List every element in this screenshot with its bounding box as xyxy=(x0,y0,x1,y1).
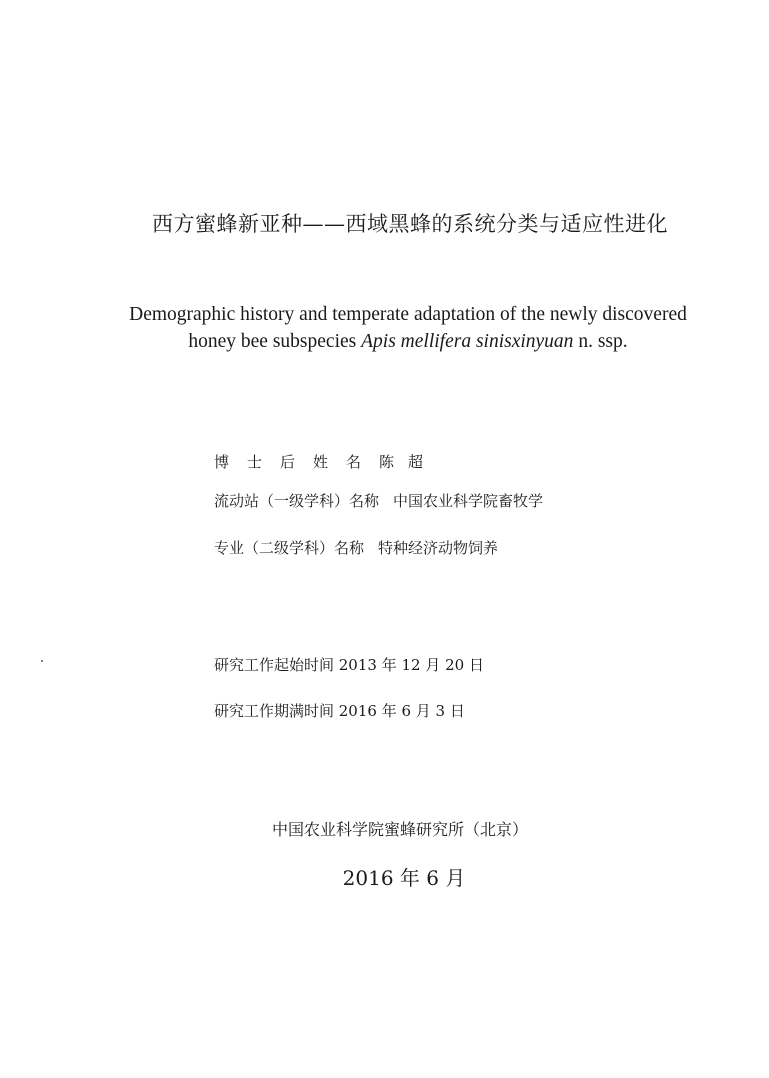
thesis-title-chinese: 西方蜜蜂新亚种——西域黑蜂的系统分类与适应性进化 xyxy=(152,212,668,236)
postdoc-name-label: 博士后姓名 xyxy=(214,453,380,471)
major-row xyxy=(214,537,498,558)
station-value: 中国农业科学院畜牧学 xyxy=(393,492,544,510)
major-value: 特种经济动物饲养 xyxy=(378,539,499,557)
research-end-date: 研究工作期满时间 2016 年 6 月 3 日 xyxy=(214,702,465,720)
species-name-italic: Apis mellifera sinisxinyuan xyxy=(361,331,574,352)
scan-speck xyxy=(41,660,43,662)
postdoc-name-value: 陈超 xyxy=(379,453,438,471)
thesis-title-english-line2 xyxy=(0,331,769,353)
title-en-prefix: honey bee subspecies xyxy=(188,331,362,352)
major-label: 专业（二级学科）名称 xyxy=(214,539,365,557)
institution-name: 中国农业科学院蜜蜂研究所（北京） xyxy=(271,820,528,839)
title-en-suffix: n. ssp. xyxy=(573,331,628,352)
station-label: 流动站（一级学科）名称 xyxy=(214,492,380,510)
research-start-date: 研究工作起始时间 2013 年 12 月 20 日 xyxy=(214,656,484,674)
station-row xyxy=(214,490,543,511)
submission-date: 2016 年 6 月 xyxy=(342,866,466,890)
postdoc-name-row xyxy=(214,451,437,472)
thesis-title-english-line1: Demographic history and temperate adaptation of the newly discovered xyxy=(129,304,687,325)
